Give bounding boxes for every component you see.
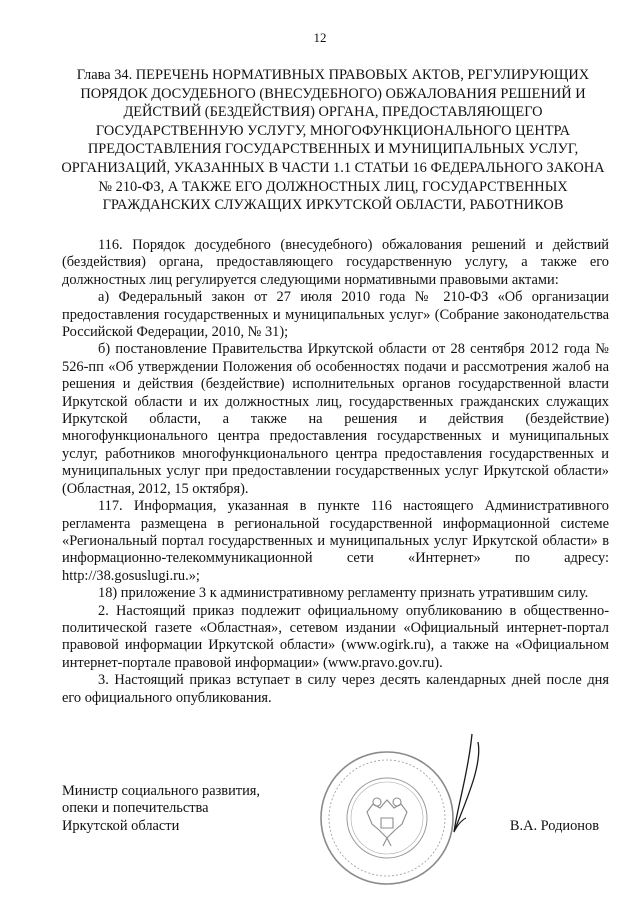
document-body (62, 237, 609, 707)
paragraph-117: 117. Информация, указанная в пункте 116 настоящего Административного регламента размещена в региональной государственной информационной системе «Региональный портал государственных и муниципальных услуг Иркутской области» в информационно-телекоммуникационной сети «Интернет» по адресу: http://38.gosuslugi.ru.»; (62, 498, 609, 584)
signer-position-line: Министр социального развития, (62, 783, 260, 799)
signer-position-line: Иркутской области (62, 817, 180, 834)
paragraph-order-2: 2. Настоящий приказ подлежит официальному опубликованию в общественно-политической газете «Областная», сетевом издании «Официальный интернет-портал правовой информации Иркутской области» (www.ogirk.ru), а также на «Официальном интернет-портале правовой информации» (www.pravo.gov.ru). (62, 602, 609, 671)
paragraph-116: 116. Порядок досудебного (внесудебного) обжалования решений и действий (бездействия) органа, предоставляющего государственную услугу, а также его должностных лиц регулируется следующими нормативными правовыми актами: (62, 237, 609, 288)
chapter-title: Глава 34. ПЕРЕЧЕНЬ НОРМАТИВНЫХ ПРАВОВЫХ АКТОВ, РЕГУЛИРУЮЩИХ ПОРЯДОК ДОСУДЕБНОГО (ВНЕСУДЕБНОГО) ОБЖАЛОВАНИЯ РЕШЕНИЙ И ДЕЙСТВИЙ (БЕЗДЕЙСТВИЯ) ОРГАНА, ПРЕДОСТАВЛЯЮЩЕГО ГОСУДАРСТВЕННУЮ УСЛУГУ, МНОГОФУНКЦИОНАЛЬНОГО ЦЕНТРА ПРЕДОСТАВЛЕНИЯ ГОСУДАРСТВЕННЫХ И МУНИЦИПАЛЬНЫХ УСЛУГ, ОРГАНИЗАЦИЙ, УКАЗАННЫХ В ЧАСТИ 1.1 СТАТЬИ 16 ФЕДЕРАЛЬНОГО ЗАКОНА № 210-ФЗ, А ТАКЖЕ ЕГО ДОЛЖНОСТНЫХ ЛИЦ, ГОСУДАРСТВЕННЫХ ГРАЖДАНСКИХ СЛУЖАЩИХ ИРКУТСКОЙ ОБЛАСТИ, РАБОТНИКОВ (61, 67, 605, 214)
signer-position-line: опеки и попечительства (62, 800, 209, 817)
signer-position (62, 783, 260, 835)
signature-block (62, 783, 609, 843)
paragraph-item-18: 18) приложение 3 к административному регламенту признать утратившим силу. (98, 585, 589, 602)
page-number: 12 (313, 30, 327, 45)
paragraph-order-3: 3. Настоящий приказ вступает в силу через десять календарных дней после дня его официального опубликования. (62, 672, 609, 706)
paragraph-116-a: а) Федеральный закон от 27 июля 2010 года № 210-ФЗ «Об организации предоставления государственных и муниципальных услуг» (Собрание законодательства Российской Федерации, 2010, № 31); (62, 289, 609, 341)
paragraph-116-b: б) постановление Правительства Иркутской области от 28 сентября 2012 года № 526-пп «Об утверждении Положения об особенностях подачи и рассмотрения жалоб на решения и действия (бездействие) исполнительных органов государственной власти Иркутской области и их должностных лиц, государственных гражданских служащих Иркутской области, а также на решения и действия (бездействие) многофункционального центра предоставления государственных и муниципальных услуг, работников многофункционального центра предоставления государственных и муниципальных услуг при предоставлении государственных услуг Иркутской области» (Областная, 2012, 15 октября). (62, 341, 609, 497)
signer-name: В.А. Родионов (509, 818, 599, 834)
